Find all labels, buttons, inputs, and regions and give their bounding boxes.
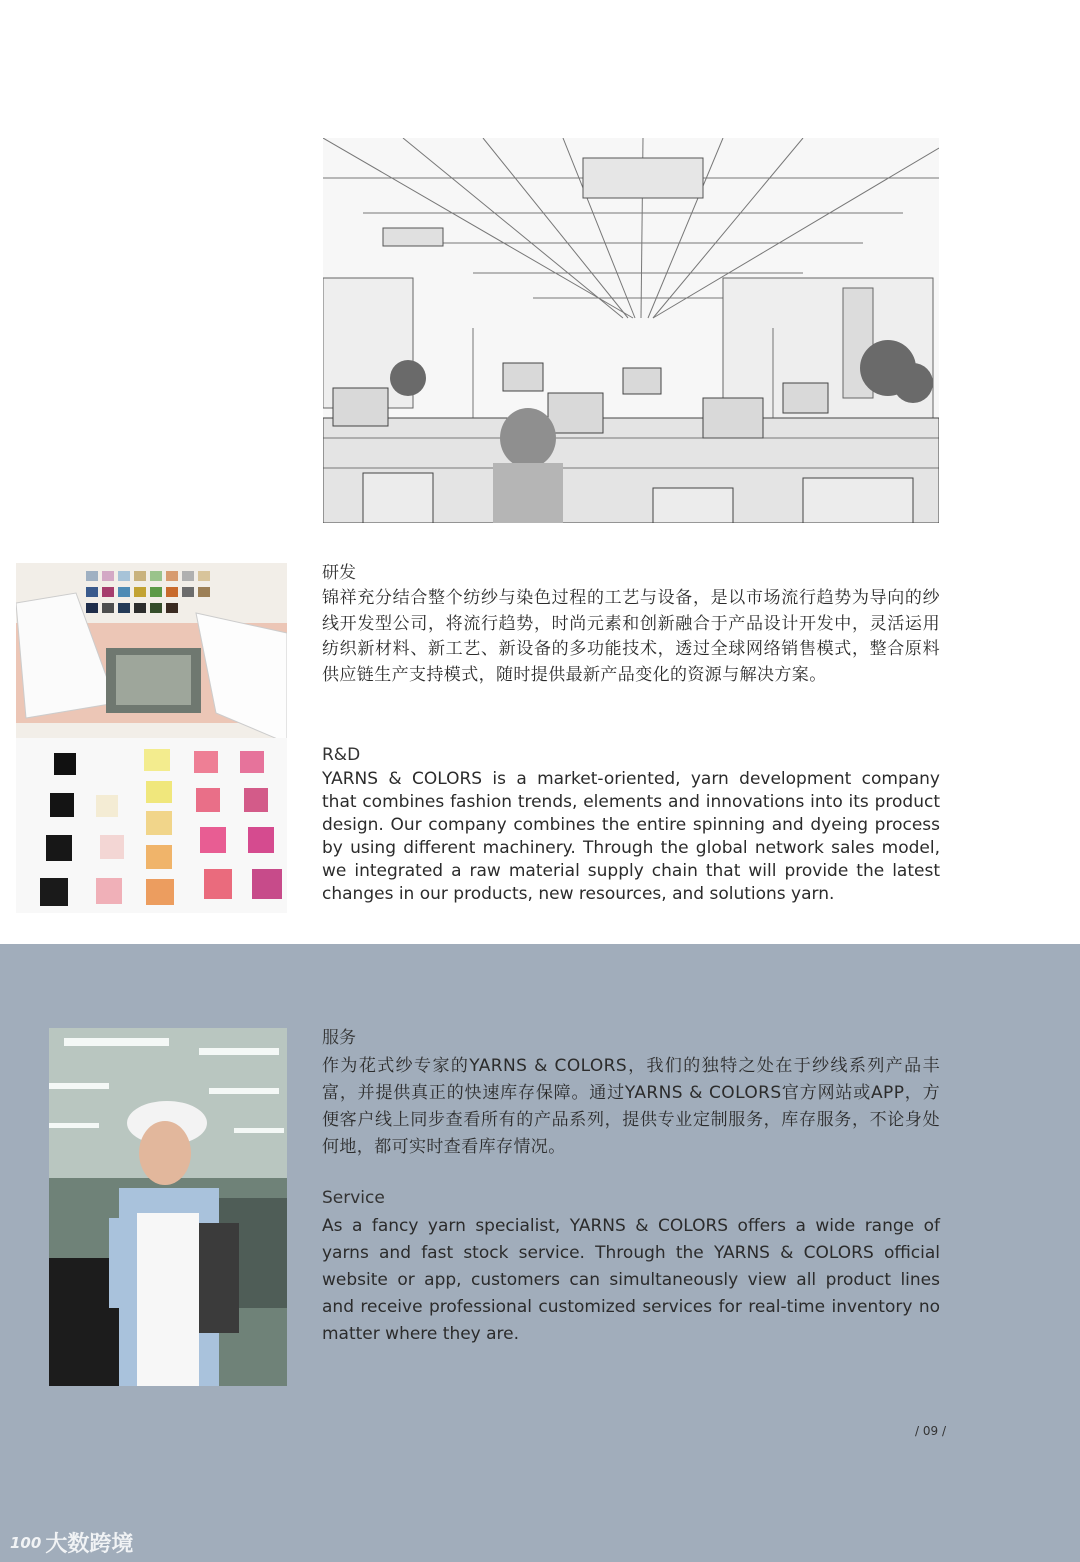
service-body-zh: 作为花式纱专家的YARNS & COLORS，我们的独特之处在于纱线系列产品丰富，并提供真正的快速库存保障。通过YARNS & COLORS官方网站或APP，方便客户线上同步查看所有的产品系列，提供专业定制服务，库存服务，不论身处何地，都可实时查看库存情况。 bbox=[322, 1056, 940, 1157]
service-heading-en: Service bbox=[322, 1188, 385, 1208]
office-sketch-image bbox=[323, 138, 939, 523]
color-swatch-photo bbox=[16, 563, 287, 913]
service-body-en: As a fancy yarn specialist, YARNS & COLORS offers a wide range of yarns and fast stock service. Through the YARNS & COLORS official website or app, customers can simultaneously view all product lines and receive professional customized services for real-time inventory no matter where they are. bbox=[322, 1216, 940, 1344]
watermark-logo: 100 bbox=[10, 1533, 42, 1552]
rd-section bbox=[322, 562, 940, 688]
rd-heading-zh: 研发 bbox=[322, 563, 356, 583]
rd-body-zh: 锦祥充分结合整个纺纱与染色过程的工艺与设备，是以市场流行趋势为导向的纱线开发型公司，将流行趋势，时尚元素和创新融合于产品设计开发中，灵活运用纺织新材料、新工艺、新设备的多功能技术，透过全球网络销售模式，整合原料供应链生产支持模式，随时提供最新产品变化的资源与解决方案。 bbox=[322, 588, 940, 685]
rd-en-section bbox=[322, 744, 940, 906]
service-en-section bbox=[322, 1187, 940, 1348]
watermark bbox=[10, 1527, 133, 1558]
worker-photo bbox=[49, 1028, 287, 1386]
service-section bbox=[322, 1027, 940, 1161]
rd-heading-en: R&D bbox=[322, 745, 361, 765]
watermark-text: 大数跨境 bbox=[45, 1532, 134, 1557]
page-number: / 09 / bbox=[915, 1424, 946, 1438]
service-heading-zh: 服务 bbox=[322, 1028, 356, 1048]
rd-body-en: YARNS & COLORS is a market-oriented, yarn development company that combines fashion trends, elements and innovations into its product design. Our company combines the entire spinning and dyeing process by using different machinery. Through the global network sales model, we integrated a raw material supply chain that will provide the latest changes in our products, new resources, and solutions yarn. bbox=[322, 769, 940, 904]
